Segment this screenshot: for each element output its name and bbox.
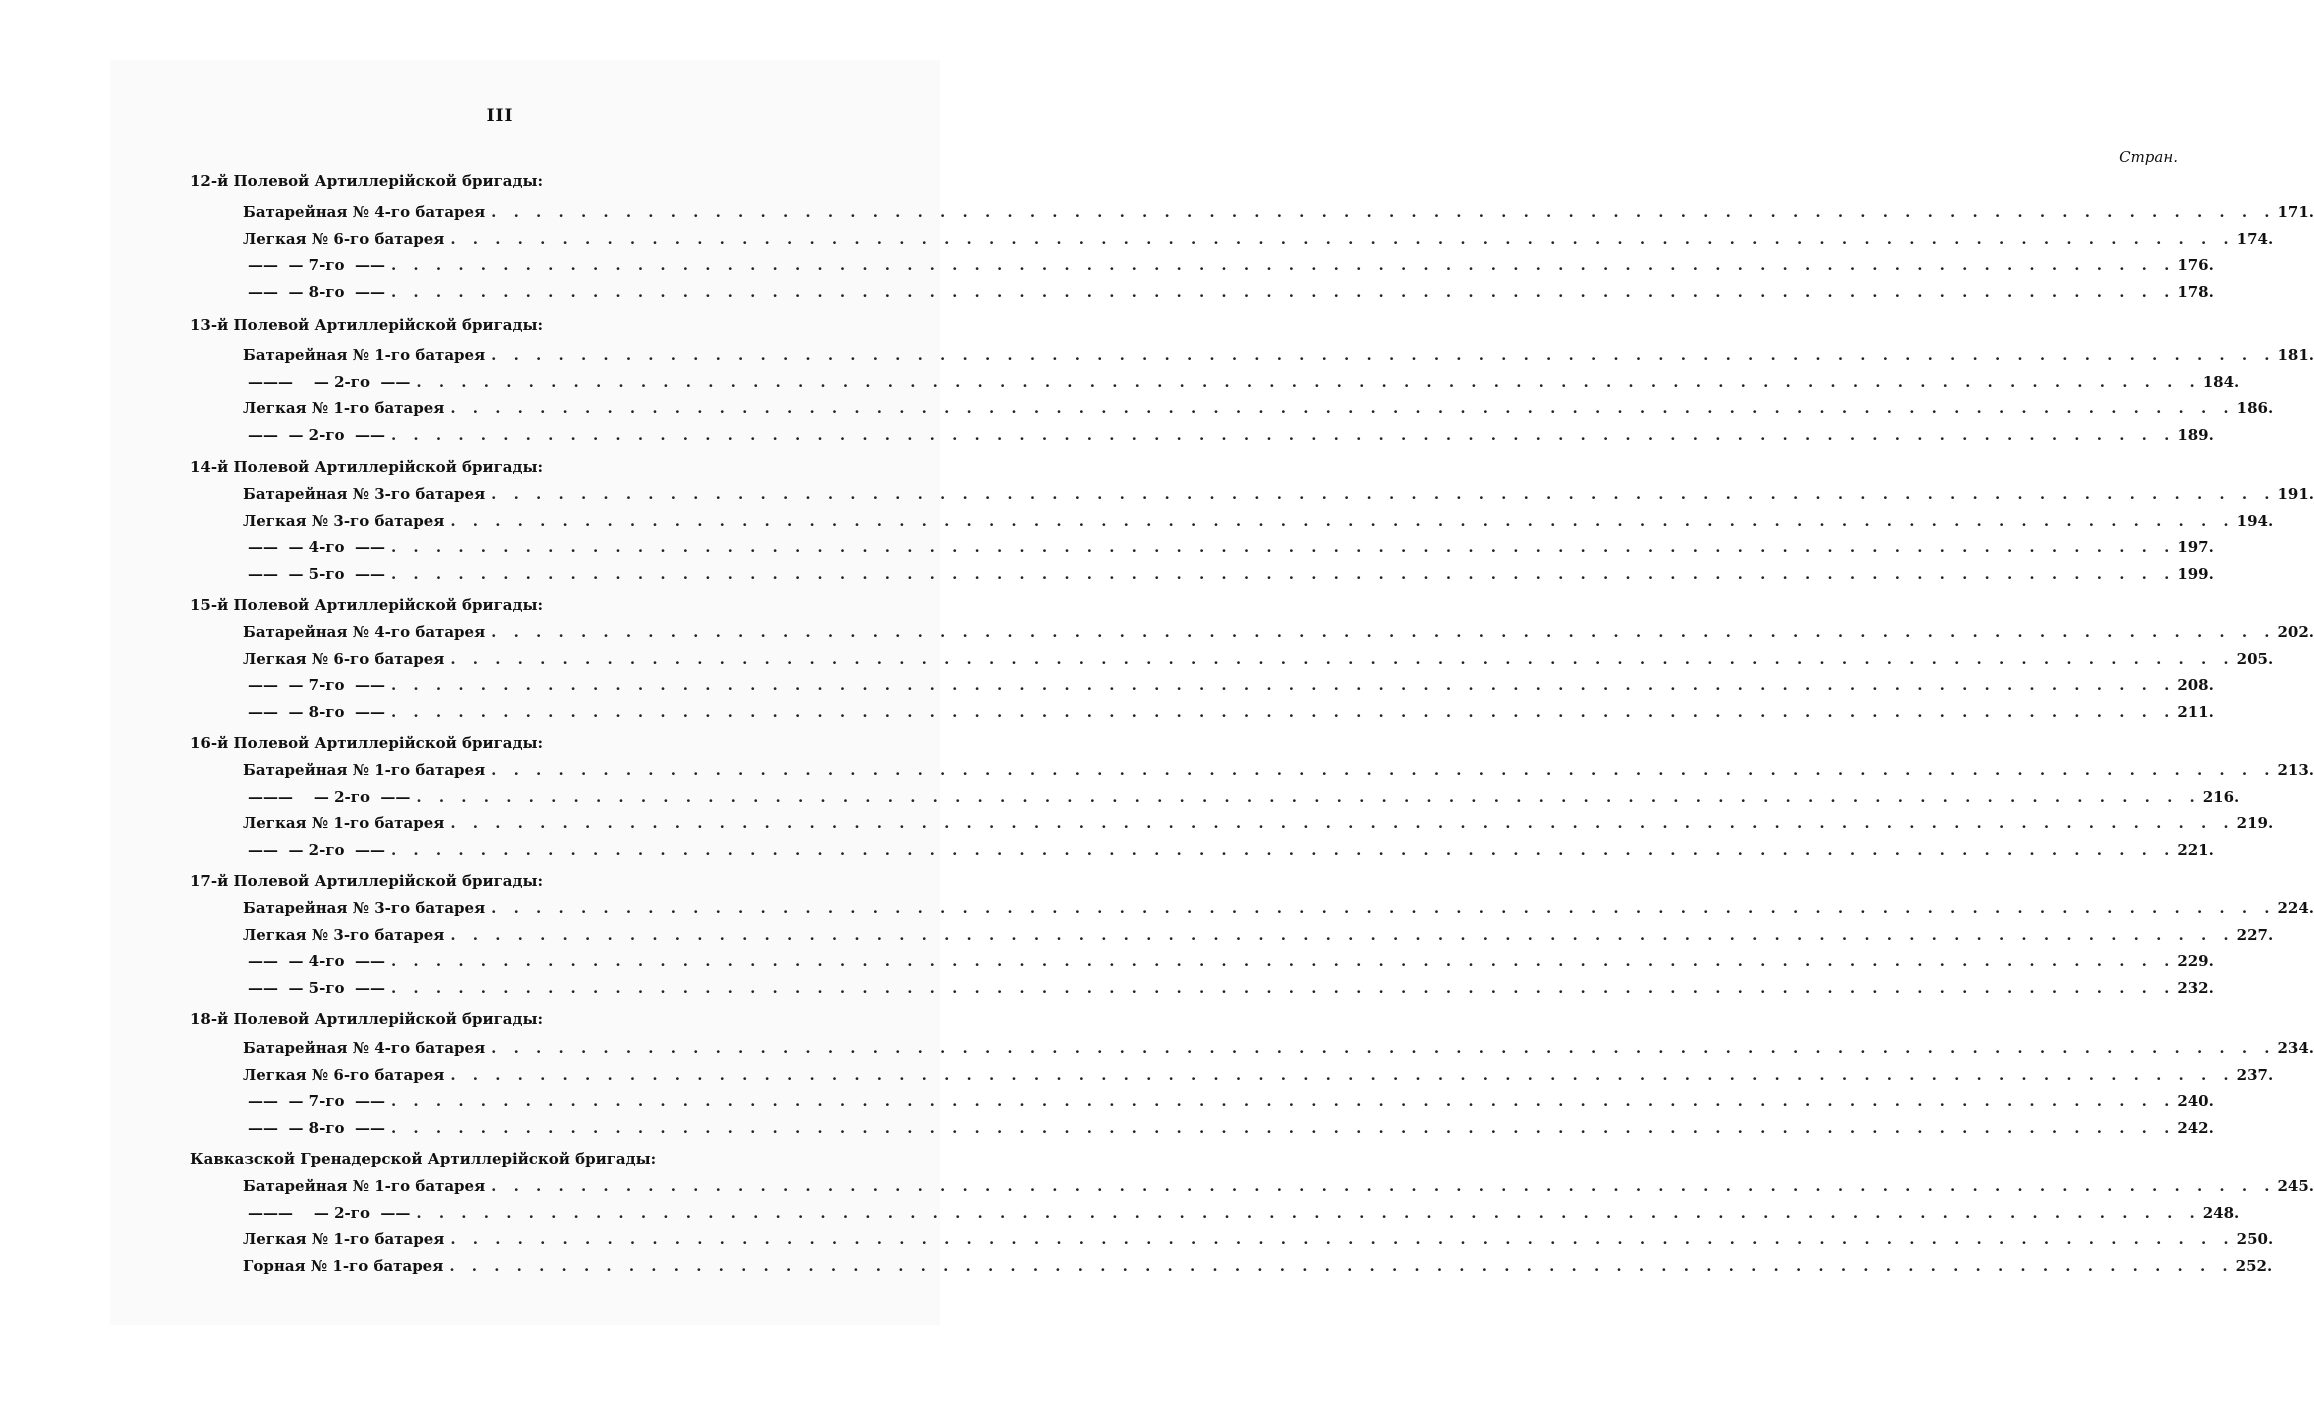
toc-entry xyxy=(243,1039,2314,1057)
toc-entry-page: 184. xyxy=(2202,373,2240,391)
toc-entry-page: 252. xyxy=(2235,1257,2273,1275)
dot-leader: . . . . . . . . . . . . . . . . . . . . . . . . . . . . . . . . . . . . . . . . . . . . . . . . . . . . . . . . . . . . . . . . . . . . . . . . . . . . . . . . xyxy=(450,512,2235,530)
toc-entry-page: 205. xyxy=(2236,650,2274,668)
toc-entry xyxy=(248,373,2240,391)
toc-entry-label: ——— — 2-го —— xyxy=(248,373,411,391)
toc-entry xyxy=(243,926,2274,944)
toc-entry xyxy=(243,623,2314,641)
toc-entry-label: —— — 8-го —— xyxy=(248,283,385,301)
dot-leader: . . . . . . . . . . . . . . . . . . . . . . . . . . . . . . . . . . . . . . . . . . . . . . . . . . . . . . . . . . . . . . . . . . . . . . . . . . . . . . . . xyxy=(390,676,2176,694)
toc-entry xyxy=(248,979,2214,997)
dot-leader: . . . . . . . . . . . . . . . . . . . . . . . . . . . . . . . . . . . . . . . . . . . . . . . . . . . . . . . . . . . . . . . . . . . . . . . . . . . . . . . . xyxy=(390,565,2176,583)
toc-entry-page: 213. xyxy=(2277,761,2314,779)
toc-entry-page: 186. xyxy=(2236,399,2274,417)
toc-entry xyxy=(248,788,2240,806)
toc-entry-label: —— — 2-го —— xyxy=(248,841,385,859)
dot-leader: . . . . . . . . . . . . . . . . . . . . . . . . . . . . . . . . . . . . . . . . . . . . . . . . . . . . . . . . . . . . . . . . . . . . . . . . . . . . . . . . xyxy=(390,979,2176,997)
toc-entry-page: 229. xyxy=(2177,952,2214,970)
dot-leader: . . . . . . . . . . . . . . . . . . . . . . . . . . . . . . . . . . . . . . . . . . . . . . . . . . . . . . . . . . . . . . . . . . . . . . . . . . . . . . . . xyxy=(491,203,2276,221)
toc-entry-page: 208. xyxy=(2177,676,2214,694)
dot-leader: . . . . . . . . . . . . . . . . . . . . . . . . . . . . . . . . . . . . . . . . . . . . . . . . . . . . . . . . . . . . . . . . . . . . . . . . . . . . . . . . xyxy=(390,283,2176,301)
toc-entry xyxy=(243,512,2274,530)
dot-leader: . . . . . . . . . . . . . . . . . . . . . . . . . . . . . . . . . . . . . . . . . . . . . . . . . . . . . . . . . . . . . . . . . . . . . . . . . . . . . . . . xyxy=(390,1119,2176,1137)
toc-entry xyxy=(243,899,2314,917)
toc-entry-label: Легкая № 1-го батарея xyxy=(243,1230,445,1248)
dot-leader: . . . . . . . . . . . . . . . . . . . . . . . . . . . . . . . . . . . . . . . . . . . . . . . . . . . . . . . . . . . . . . . . . . . . . . . . . . . . . . . . xyxy=(450,1230,2235,1248)
dot-leader: . . . . . . . . . . . . . . . . . . . . . . . . . . . . . . . . . . . . . . . . . . . . . . . . . . . . . . . . . . . . . . . . . . . . . . . . . . . . . . . . xyxy=(390,952,2176,970)
dot-leader: . . . . . . . . . . . . . . . . . . . . . . . . . . . . . . . . . . . . . . . . . . . . . . . . . . . . . . . . . . . . . . . . . . . . . . . . . . . . . . . . xyxy=(390,256,2176,274)
toc-entry xyxy=(243,230,2274,248)
dot-leader: . . . . . . . . . . . . . . . . . . . . . . . . . . . . . . . . . . . . . . . . . . . . . . . . . . . . . . . . . . . . . . . . . . . . . . . . . . . . . . . . xyxy=(491,346,2276,364)
toc-entry xyxy=(248,565,2214,583)
page-column-header: Стран. xyxy=(2119,148,2178,166)
toc-entry-page: 248. xyxy=(2202,1204,2240,1222)
dot-leader: . . . . . . . . . . . . . . . . . . . . . . . . . . . . . . . . . . . . . . . . . . . . . . . . . . . . . . . . . . . . . . . . . . . . . . . . . . . . . . . . xyxy=(390,1092,2176,1110)
toc-entry-page: 174. xyxy=(2236,230,2274,248)
dot-leader: . . . . . . . . . . . . . . . . . . . . . . . . . . . . . . . . . . . . . . . . . . . . . . . . . . . . . . . . . . . . . . . . . . . . . . . . . . . . . . . . xyxy=(491,1177,2276,1195)
toc-entry-label: Батарейная № 4-го батарея xyxy=(243,1039,486,1057)
toc-entry-label: Легкая № 3-го батарея xyxy=(243,512,445,530)
toc-entry-label: —— — 7-го —— xyxy=(248,256,385,274)
toc-entry xyxy=(248,256,2214,274)
dot-leader: . . . . . . . . . . . . . . . . . . . . . . . . . . . . . . . . . . . . . . . . . . . . . . . . . . . . . . . . . . . . . . . . . . . . . . . . . . . . . . . . xyxy=(416,1204,2201,1222)
dot-leader: . . . . . . . . . . . . . . . . . . . . . . . . . . . . . . . . . . . . . . . . . . . . . . . . . . . . . . . . . . . . . . . . . . . . . . . . . . . . . . . . xyxy=(449,1257,2234,1275)
toc-entry-label: Легкая № 6-го батарея xyxy=(243,1066,445,1084)
dot-leader: . . . . . . . . . . . . . . . . . . . . . . . . . . . . . . . . . . . . . . . . . . . . . . . . . . . . . . . . . . . . . . . . . . . . . . . . . . . . . . . . xyxy=(450,1066,2235,1084)
toc-entry xyxy=(248,538,2214,556)
toc-entry xyxy=(243,485,2314,503)
toc-entry-label: Легкая № 1-го батарея xyxy=(243,399,445,417)
toc-entry xyxy=(243,203,2314,221)
dot-leader: . . . . . . . . . . . . . . . . . . . . . . . . . . . . . . . . . . . . . . . . . . . . . . . . . . . . . . . . . . . . . . . . . . . . . . . . . . . . . . . . xyxy=(450,650,2235,668)
toc-entry-page: 211. xyxy=(2177,703,2214,721)
dot-leader: . . . . . . . . . . . . . . . . . . . . . . . . . . . . . . . . . . . . . . . . . . . . . . . . . . . . . . . . . . . . . . . . . . . . . . . . . . . . . . . . xyxy=(416,373,2201,391)
dot-leader: . . . . . . . . . . . . . . . . . . . . . . . . . . . . . . . . . . . . . . . . . . . . . . . . . . . . . . . . . . . . . . . . . . . . . . . . . . . . . . . . xyxy=(390,841,2176,859)
toc-entry-page: 171. xyxy=(2277,203,2314,221)
toc-entry-label: ——— — 2-го —— xyxy=(248,788,411,806)
toc-entry xyxy=(248,283,2214,301)
toc-entry-label: —— — 7-го —— xyxy=(248,676,385,694)
section-title: 12-й Полевой Артиллерійской бригады: xyxy=(190,172,544,190)
dot-leader: . . . . . . . . . . . . . . . . . . . . . . . . . . . . . . . . . . . . . . . . . . . . . . . . . . . . . . . . . . . . . . . . . . . . . . . . . . . . . . . . xyxy=(450,399,2235,417)
toc-entry-label: —— — 2-го —— xyxy=(248,426,385,444)
section-title: 18-й Полевой Артиллерійской бригады: xyxy=(190,1010,544,1028)
toc-entry-page: 189. xyxy=(2177,426,2214,444)
toc-entry-page: 202. xyxy=(2277,623,2314,641)
toc-entry-label: Легкая № 1-го батарея xyxy=(243,814,445,832)
toc-entry-label: —— — 4-го —— xyxy=(248,538,385,556)
toc-entry xyxy=(243,1177,2314,1195)
toc-entry-label: Батарейная № 1-го батарея xyxy=(243,1177,486,1195)
toc-entry xyxy=(243,346,2314,364)
toc-entry-page: 232. xyxy=(2177,979,2214,997)
toc-entry-page: 245. xyxy=(2277,1177,2314,1195)
toc-entry xyxy=(243,761,2314,779)
toc-entry xyxy=(243,1230,2274,1248)
dot-leader: . . . . . . . . . . . . . . . . . . . . . . . . . . . . . . . . . . . . . . . . . . . . . . . . . . . . . . . . . . . . . . . . . . . . . . . . . . . . . . . . xyxy=(491,761,2276,779)
toc-entry-label: Батарейная № 4-го батарея xyxy=(243,203,486,221)
toc-entry-label: —— — 8-го —— xyxy=(248,1119,385,1137)
dot-leader: . . . . . . . . . . . . . . . . . . . . . . . . . . . . . . . . . . . . . . . . . . . . . . . . . . . . . . . . . . . . . . . . . . . . . . . . . . . . . . . . xyxy=(491,1039,2276,1057)
toc-entry-label: —— — 5-го —— xyxy=(248,565,385,583)
toc-entry xyxy=(243,814,2274,832)
section-title: Кавказской Гренадерской Артиллерійской бригады: xyxy=(190,1150,657,1168)
toc-entry-page: 250. xyxy=(2236,1230,2274,1248)
dot-leader: . . . . . . . . . . . . . . . . . . . . . . . . . . . . . . . . . . . . . . . . . . . . . . . . . . . . . . . . . . . . . . . . . . . . . . . . . . . . . . . . xyxy=(450,926,2235,944)
dot-leader: . . . . . . . . . . . . . . . . . . . . . . . . . . . . . . . . . . . . . . . . . . . . . . . . . . . . . . . . . . . . . . . . . . . . . . . . . . . . . . . . xyxy=(390,703,2176,721)
dot-leader: . . . . . . . . . . . . . . . . . . . . . . . . . . . . . . . . . . . . . . . . . . . . . . . . . . . . . . . . . . . . . . . . . . . . . . . . . . . . . . . . xyxy=(491,899,2276,917)
toc-entry-label: Батарейная № 1-го батарея xyxy=(243,346,486,364)
toc-entry-page: 199. xyxy=(2177,565,2214,583)
dot-leader: . . . . . . . . . . . . . . . . . . . . . . . . . . . . . . . . . . . . . . . . . . . . . . . . . . . . . . . . . . . . . . . . . . . . . . . . . . . . . . . . xyxy=(450,814,2235,832)
toc-entry-page: 234. xyxy=(2277,1039,2314,1057)
toc-entry-page: 237. xyxy=(2236,1066,2274,1084)
toc-entry xyxy=(243,650,2274,668)
toc-entry xyxy=(243,1066,2274,1084)
dot-leader: . . . . . . . . . . . . . . . . . . . . . . . . . . . . . . . . . . . . . . . . . . . . . . . . . . . . . . . . . . . . . . . . . . . . . . . . . . . . . . . . xyxy=(491,623,2276,641)
toc-entry-page: 242. xyxy=(2177,1119,2214,1137)
toc-entry-page: 224. xyxy=(2277,899,2314,917)
dot-leader: . . . . . . . . . . . . . . . . . . . . . . . . . . . . . . . . . . . . . . . . . . . . . . . . . . . . . . . . . . . . . . . . . . . . . . . . . . . . . . . . xyxy=(390,426,2176,444)
toc-entry-label: Батарейная № 3-го батарея xyxy=(243,485,486,503)
toc-entry-label: Батарейная № 3-го батарея xyxy=(243,899,486,917)
toc-entry xyxy=(243,399,2274,417)
section-title: 17-й Полевой Артиллерійской бригады: xyxy=(190,872,544,890)
toc-entry xyxy=(248,1204,2240,1222)
toc-entry-label: Легкая № 6-го батарея xyxy=(243,230,445,248)
toc-entry-page: 227. xyxy=(2236,926,2274,944)
toc-entry xyxy=(248,703,2214,721)
toc-entry-page: 221. xyxy=(2177,841,2214,859)
toc-entry-page: 194. xyxy=(2236,512,2274,530)
toc-entry xyxy=(248,952,2214,970)
dot-leader: . . . . . . . . . . . . . . . . . . . . . . . . . . . . . . . . . . . . . . . . . . . . . . . . . . . . . . . . . . . . . . . . . . . . . . . . . . . . . . . . xyxy=(416,788,2201,806)
section-title: 15-й Полевой Артиллерійской бригады: xyxy=(190,596,544,614)
dot-leader: . . . . . . . . . . . . . . . . . . . . . . . . . . . . . . . . . . . . . . . . . . . . . . . . . . . . . . . . . . . . . . . . . . . . . . . . . . . . . . . . xyxy=(450,230,2235,248)
toc-entry xyxy=(248,426,2214,444)
toc-entry-page: 197. xyxy=(2177,538,2214,556)
toc-entry-page: 178. xyxy=(2177,283,2214,301)
toc-entry-label: ——— — 2-го —— xyxy=(248,1204,411,1222)
section-title: 13-й Полевой Артиллерійской бригады: xyxy=(190,316,544,334)
toc-entry-label: —— — 5-го —— xyxy=(248,979,385,997)
toc-entry xyxy=(248,676,2214,694)
toc-entry-label: Легкая № 3-го батарея xyxy=(243,926,445,944)
toc-entry-label: Батарейная № 4-го батарея xyxy=(243,623,486,641)
section-title: 14-й Полевой Артиллерійской бригады: xyxy=(190,458,544,476)
toc-entry-label: —— — 4-го —— xyxy=(248,952,385,970)
toc-entry-page: 216. xyxy=(2202,788,2240,806)
toc-entry-page: 191. xyxy=(2277,485,2314,503)
toc-entry xyxy=(248,1119,2214,1137)
toc-entry-label: —— — 8-го —— xyxy=(248,703,385,721)
toc-entry xyxy=(248,841,2214,859)
page-number: III xyxy=(486,106,514,126)
toc-entry xyxy=(248,1092,2214,1110)
section-title: 16-й Полевой Артиллерійской бригады: xyxy=(190,734,544,752)
dot-leader: . . . . . . . . . . . . . . . . . . . . . . . . . . . . . . . . . . . . . . . . . . . . . . . . . . . . . . . . . . . . . . . . . . . . . . . . . . . . . . . . xyxy=(491,485,2276,503)
toc-entry-label: Батарейная № 1-го батарея xyxy=(243,761,486,779)
toc-entry-page: 176. xyxy=(2177,256,2214,274)
toc-entry-page: 240. xyxy=(2177,1092,2214,1110)
toc-entry-page: 219. xyxy=(2236,814,2274,832)
toc-entry-page: 181. xyxy=(2277,346,2314,364)
toc-entry-label: Горная № 1-го батарея xyxy=(243,1257,444,1275)
toc-entry-label: —— — 7-го —— xyxy=(248,1092,385,1110)
dot-leader: . . . . . . . . . . . . . . . . . . . . . . . . . . . . . . . . . . . . . . . . . . . . . . . . . . . . . . . . . . . . . . . . . . . . . . . . . . . . . . . . xyxy=(390,538,2176,556)
toc-entry xyxy=(243,1257,2273,1275)
toc-entry-label: Легкая № 6-го батарея xyxy=(243,650,445,668)
